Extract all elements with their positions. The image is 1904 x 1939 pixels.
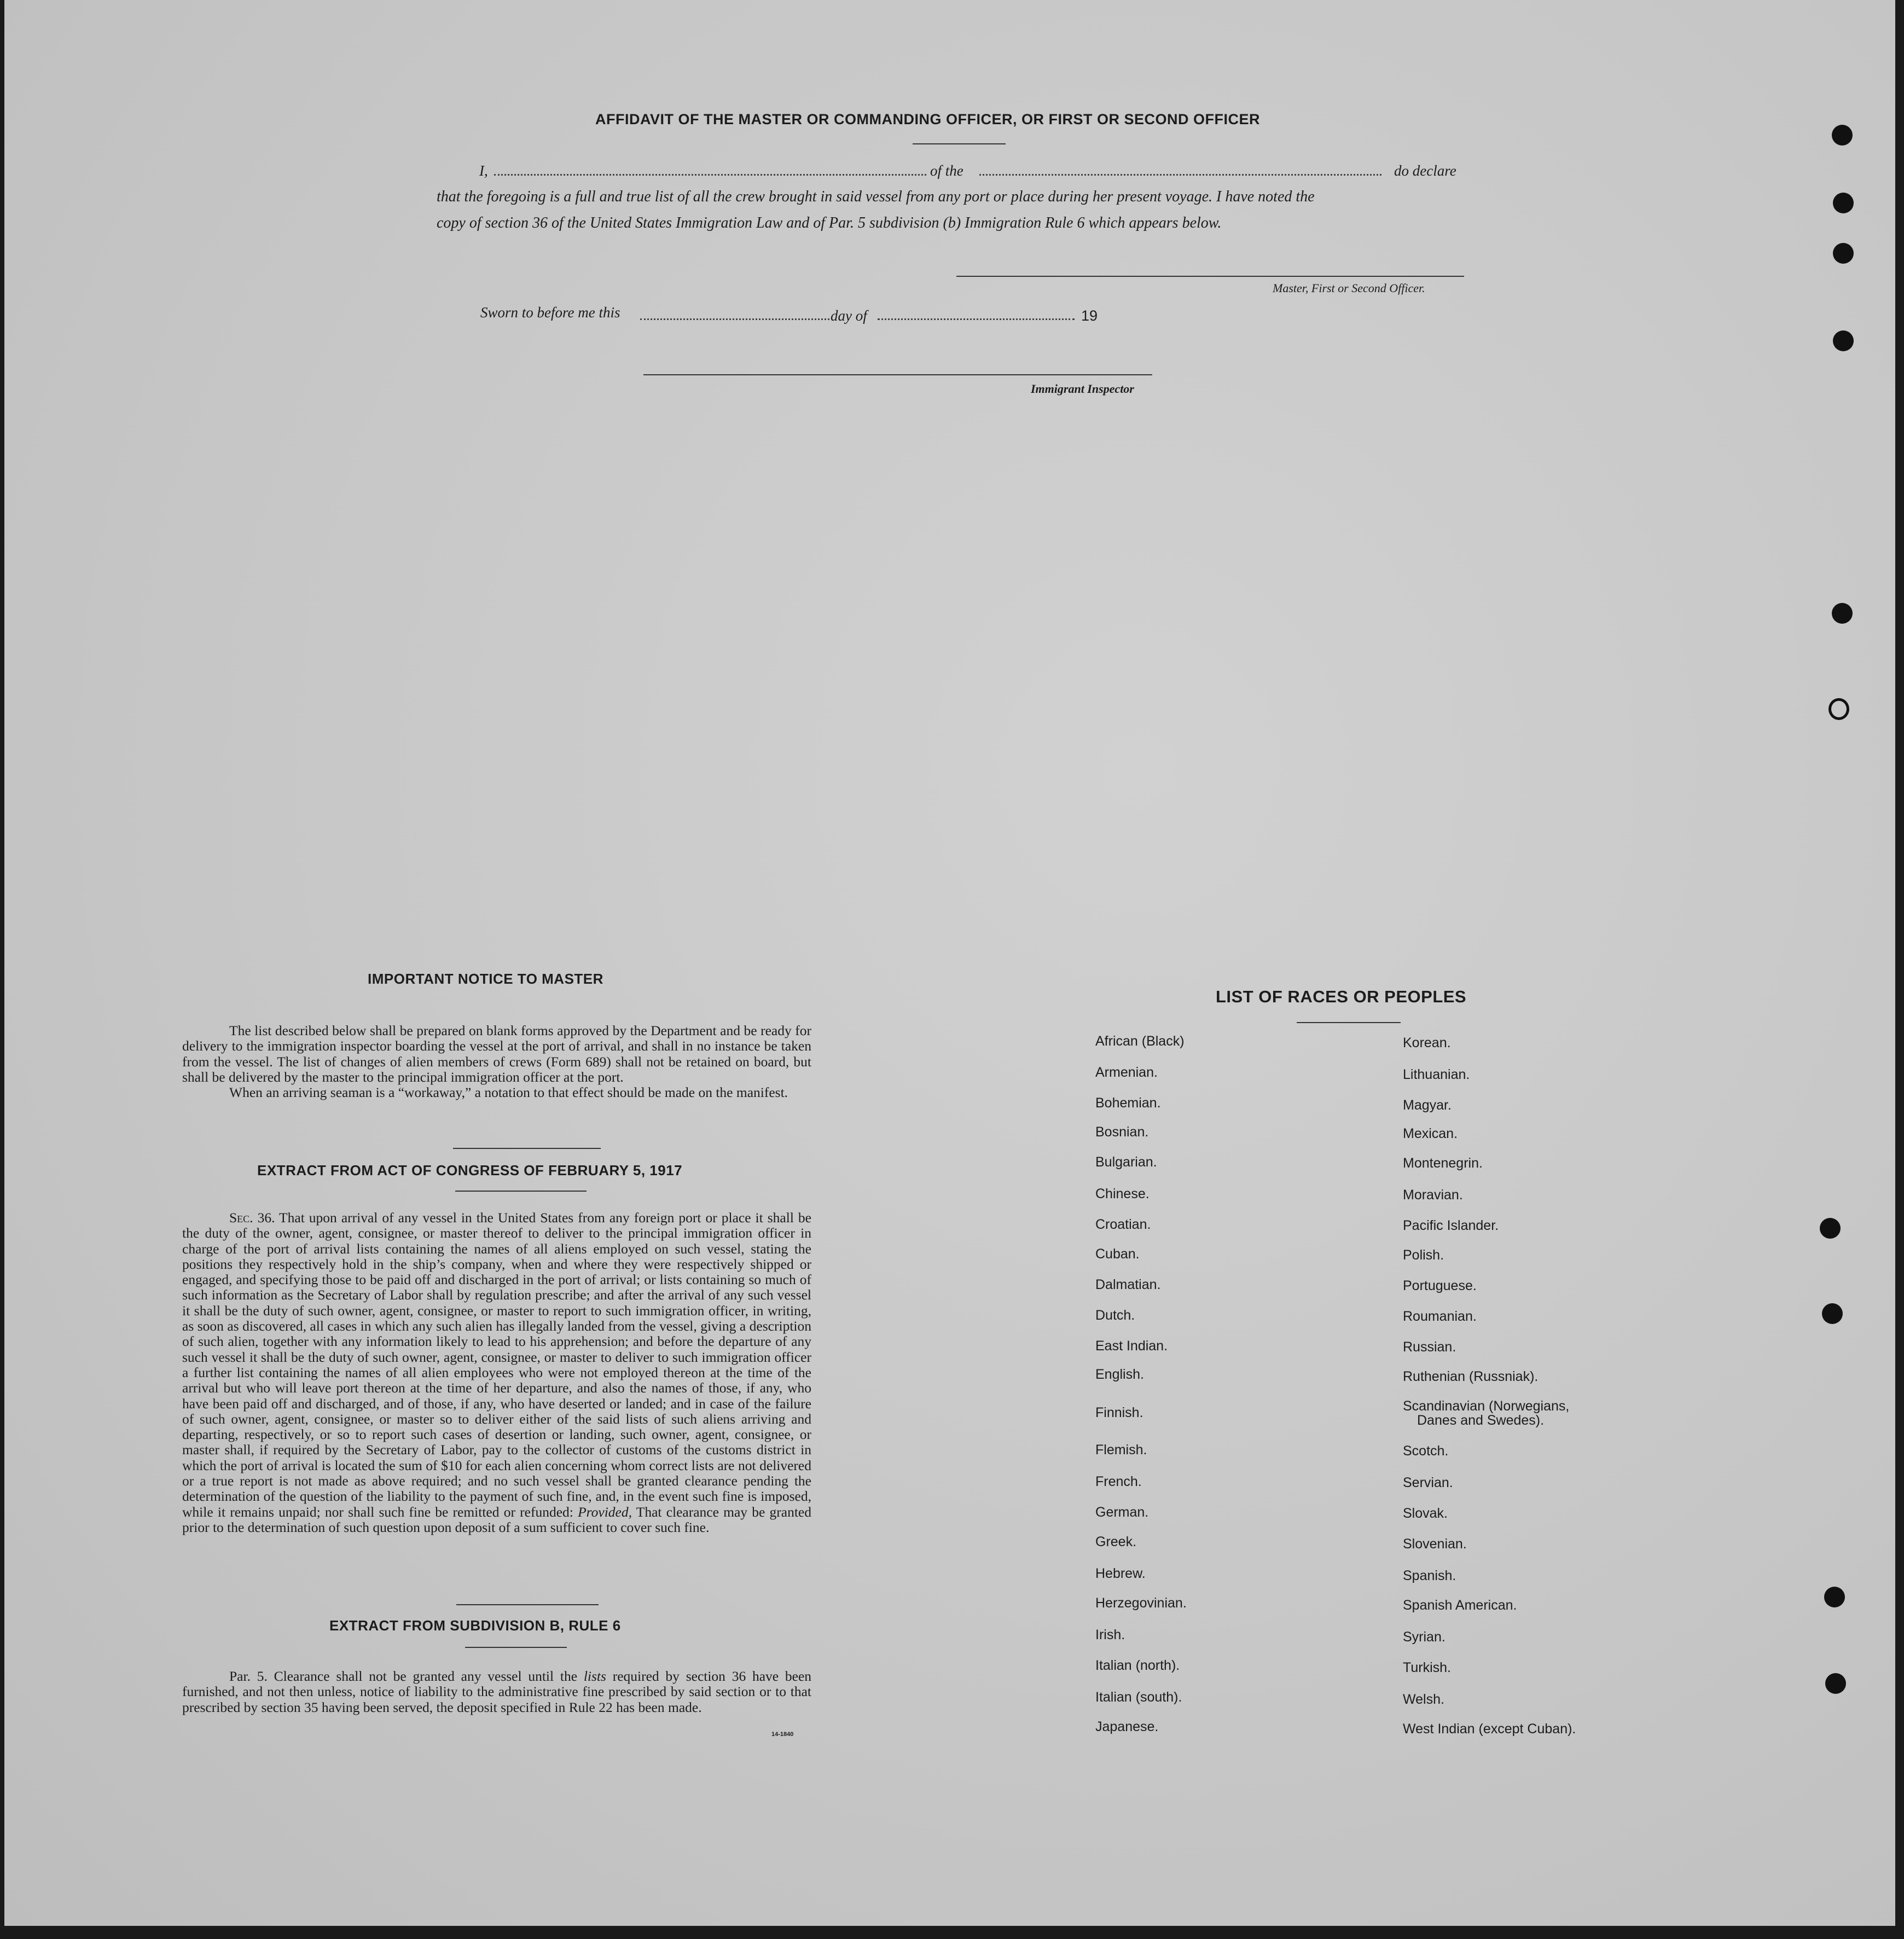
race-left-16: Greek. [1095,1534,1137,1549]
race-left-12: Finnish. [1095,1405,1143,1420]
vessel-blank[interactable] [979,174,1381,176]
year-label: 19 [1081,307,1098,324]
race-right-13: Danes and Swedes). [1417,1413,1545,1428]
race-right-22: Welsh. [1403,1692,1444,1707]
name-blank[interactable] [494,174,926,176]
binder-hole-icon [1822,1303,1843,1324]
act-body [182,1210,811,1535]
affidavit-declare: do declare [1394,162,1456,179]
races-rule [1297,1022,1401,1023]
race-right-9: Roumanian. [1403,1309,1477,1324]
race-left-17: Hebrew. [1095,1566,1146,1581]
signature-label: Master, First or Second Officer. [1273,281,1425,295]
act-title: EXTRACT FROM ACT OF CONGRESS OF FEBRUARY 5, 1917 [257,1162,683,1179]
binder-hole-icon [1832,125,1853,146]
form-number: 14-1840 [771,1731,794,1738]
rule6-text-a: Par. 5. Clearance shall not be granted any vessel until the [229,1668,578,1684]
sworn-label: Sworn to before me this [480,304,620,321]
inspector-signature-line[interactable] [643,374,1152,375]
binder-hole-icon [1833,243,1854,264]
sworn-month-blank[interactable] [878,318,1075,320]
race-left-22: Japanese. [1095,1719,1159,1734]
race-right-14: Scotch. [1403,1443,1449,1459]
race-left-6: Croatian. [1095,1217,1151,1232]
race-right-1: Lithuanian. [1403,1067,1470,1082]
race-right-5: Moravian. [1403,1187,1463,1203]
binder-hole-icon [1833,330,1854,351]
race-right-4: Montenegrin. [1403,1156,1483,1171]
race-right-6: Pacific Islander. [1403,1218,1499,1233]
rule6-text-b: required by section 36 have been furnished, and not then unless, notice of liability to the administrative fine prescribed by said section or to that prescribed by section 35 having been served, the deposit specified in Rule 22 has been made. [182,1668,812,1715]
act-end-rule [456,1604,599,1605]
binder-hole-icon [1833,193,1854,213]
act-section-label: Sec. 36. [229,1210,275,1226]
race-left-0: African (Black) [1095,1034,1185,1049]
race-right-20: Syrian. [1403,1629,1446,1645]
notice-paragraph-2: When an arriving seaman is a “workaway,” a notation to that effect should be made on the manifest. [229,1084,788,1101]
race-right-17: Slovenian. [1403,1536,1467,1552]
notice-paragraph-1: The list described below shall be prepared on blank forms approved by the Department and be ready for delivery to the immigration inspector boarding the vessel at the port of arrival, and shall in no instance be taken from the vessel. The list of changes of alien members of crews (Form 689) shall not be retained on board, but shall be delivered by the master to the principal immigration officer at the port. [182,1023,811,1085]
race-right-12: Scandinavian (Norwegians, [1403,1398,1570,1414]
notice-rule [453,1148,601,1149]
notice-title: IMPORTANT NOTICE TO MASTER [368,971,603,987]
affidavit-line2: that the foregoing is a full and true list of all the crew brought in said vessel from any port or place during her present voyage. I have noted the [437,188,1315,205]
race-right-23: West Indian (except Cuban). [1403,1721,1576,1737]
affidavit-i: I, [479,162,488,179]
race-left-11: English. [1095,1367,1144,1382]
race-left-4: Bulgarian. [1095,1154,1157,1170]
race-right-7: Polish. [1403,1247,1444,1263]
document-page [4,0,1895,1926]
race-left-10: East Indian. [1095,1338,1168,1354]
signature-line[interactable] [956,276,1464,277]
race-right-0: Korean. [1403,1035,1451,1050]
race-right-21: Turkish. [1403,1660,1451,1675]
act-text: That upon arrival of any vessel in the United States from any foreign port or place it shall be the duty of the owner, agent, consignee, or master thereof to deliver to the principal immigration officer in charge of the port of arrival lists containing the names of all aliens employed on such vessel, stating the positions they respectively hold in the ship’s company, when and where they were respectively shipped or engaged, and specifying those to be paid off and discharged in the port of arrival; or lists containing so much of such information as the Secretary of Labor shall by regulation prescribe; and after the arrival of any such vessel it shall be the duty of such owner, agent, consignee, or master to report to such immigration officer, in writing, as soon as discovered, all cases in which any such alien has illegally landed from the vessel, giving a description of such alien, together with any information likely to lead to his apprehension; and before the departure of any such vessel it shall be the duty of such owner, agent, consignee, or master to deliver to such immigration officer a further list containing the names of all alien employees who were not employed thereon at the time of the arrival but who will leave port thereon at the time of her departure, and also the names of those, if any, who have been paid off and discharged, and of those, if any, who have deserted or landed; and in case of the failure of such owner, agent, consignee, or master so to deliver either of the said lists of such aliens arriving and departing, respectively, or so to report such cases of desertion or landing, such owner, agent, consignee, or master shall, if required by the Secretary of Labor, pay to the collector of customs of the customs district in which the port of arrival is located the sum of $10 for each alien concerning whom correct lists are not delivered or a true report is not made as above required; and no such vessel shall be granted clearance pending the determination of the question of the liability to the payment of such fine, and, in the event such fine is imposed, while it remains unpaid; nor shall such fine be remitted or refunded: [182,1210,812,1520]
race-left-19: Irish. [1095,1627,1125,1642]
binder-hole-icon [1824,1587,1845,1607]
rule6-lists: lists [583,1668,606,1684]
sworn-day-blank[interactable] [640,318,829,320]
notice-body [182,1023,811,1100]
race-left-2: Bohemian. [1095,1095,1161,1111]
race-right-8: Portuguese. [1403,1278,1477,1293]
title-rule [913,143,1006,144]
binder-hole-icon [1828,698,1849,720]
race-left-14: French. [1095,1474,1142,1489]
race-right-11: Ruthenian (Russniak). [1403,1369,1539,1384]
binder-hole-icon [1820,1218,1841,1239]
race-left-9: Dutch. [1095,1308,1135,1323]
rule6-rule [465,1647,567,1648]
race-right-10: Russian. [1403,1339,1456,1355]
race-left-5: Chinese. [1095,1186,1150,1201]
act-rule [455,1191,587,1192]
race-right-3: Mexican. [1403,1126,1458,1141]
binder-hole-icon [1825,1673,1846,1694]
race-left-15: German. [1095,1505,1149,1520]
race-right-2: Magyar. [1403,1098,1452,1113]
act-tail: That clearance may be granted prior to the determination of such question upon deposit of a sum sufficient to cover such fine. [182,1503,811,1535]
race-right-18: Spanish. [1403,1568,1456,1583]
race-left-7: Cuban. [1095,1246,1140,1262]
affidavit-of-the: of the [930,162,963,179]
inspector-label: Immigrant Inspector [1031,382,1134,396]
race-left-3: Bosnian. [1095,1124,1149,1140]
race-left-18: Herzegovinian. [1095,1595,1187,1611]
rule6-body [182,1669,811,1715]
race-left-13: Flemish. [1095,1442,1147,1458]
affidavit-title: AFFIDAVIT OF THE MASTER OR COMMANDING OFFICER, OR FIRST OR SECOND OFFICER [595,111,1260,127]
race-left-8: Dalmatian. [1095,1277,1161,1292]
rule6-title: EXTRACT FROM SUBDIVISION B, RULE 6 [329,1617,621,1634]
race-right-16: Slovak. [1403,1506,1448,1521]
race-right-19: Spanish American. [1403,1598,1517,1613]
races-title: LIST OF RACES OR PEOPLES [1216,987,1467,1006]
race-left-1: Armenian. [1095,1065,1158,1080]
race-right-15: Servian. [1403,1475,1453,1490]
day-of-label: day of [831,307,867,324]
binder-hole-icon [1832,603,1853,624]
race-left-20: Italian (north). [1095,1658,1180,1673]
race-left-21: Italian (south). [1095,1690,1182,1705]
affidavit-line3: copy of section 36 of the United States Immigration Law and of Par. 5 subdivision (b) Immigration Rule 6 which appears below. [437,214,1222,231]
act-provided: Provided, [578,1503,632,1520]
